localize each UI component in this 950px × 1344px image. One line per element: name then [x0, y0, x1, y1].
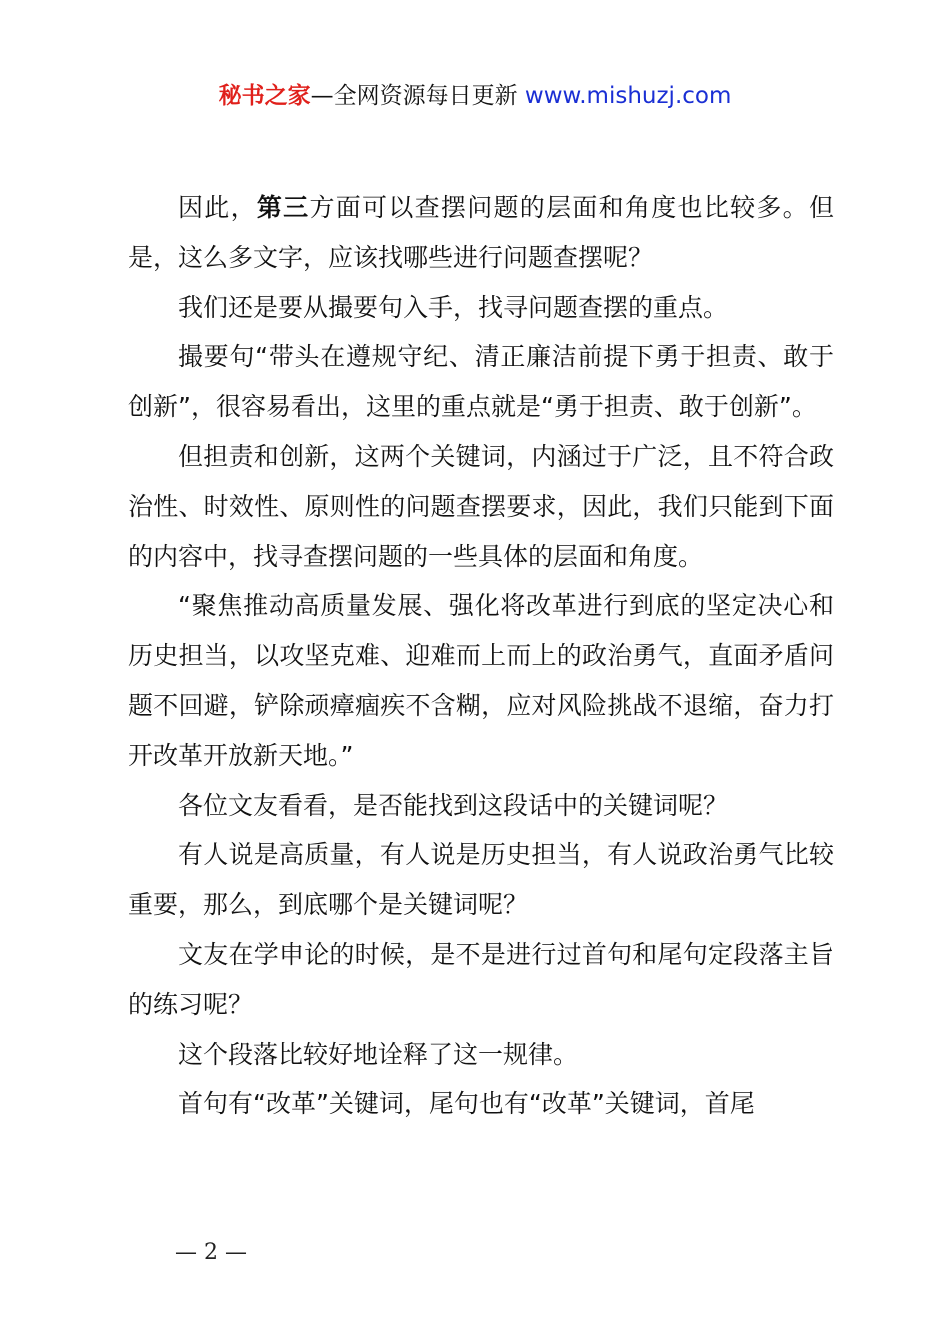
paragraph-6: 各位文友看看，是否能找到这段话中的关键词呢？	[178, 790, 729, 820]
page-header	[0, 80, 950, 112]
paragraph-5: “聚焦推动高质量发展、强化将改革进行到底的坚定决心和历史担当，以攻坚克难、迎难而上而上的政治勇气，直面矛盾问题不回避，铲除顽瘴痼疾不含糊，应对风险挑战不退缩，奋力打开改革开放新天地。”	[128, 591, 834, 770]
paragraph-4: 但担责和创新，这两个关键词，内涵过于广泛，且不符合政治性、时效性、原则性的问题查摆要求，因此，我们只能到下面的内容中，找寻查摆问题的一些具体的层面和角度。	[128, 441, 834, 571]
paragraph-8: 文友在学申论的时候，是不是进行过首句和尾句定段落主旨的练习呢？	[128, 939, 834, 1019]
document-body	[128, 183, 834, 1129]
header-brand: 秘书之家	[218, 83, 311, 109]
paragraph-1	[128, 183, 834, 283]
paragraph-2: 我们还是要从撮要句入手，找寻问题查摆的重点。	[178, 292, 729, 322]
paragraph-9: 这个段落比较好地诠释了这一规律。	[178, 1039, 579, 1069]
paragraph-1-rest: 方面可以查摆问题的层面和角度也比较多。但是，这么多文字，应该找哪些进行问题查摆呢？	[128, 193, 834, 272]
paragraph-1-lead: 因此，	[178, 193, 257, 222]
header-url-link[interactable]: www.mishuzj.com	[524, 83, 732, 109]
header-tagline: —全网资源每日更新	[310, 83, 525, 109]
paragraph-1-bold: 第三	[256, 193, 310, 222]
paragraph-7: 有人说是高质量，有人说是历史担当，有人说政治勇气比较重要，那么，到底哪个是关键词呢？	[128, 840, 834, 920]
page-number: — 2 —	[175, 1240, 247, 1265]
paragraph-10: 首句有“改革”关键词，尾句也有“改革”关键词，首尾	[178, 1089, 755, 1119]
paragraph-3: 撮要句“带头在遵规守纪、清正廉洁前提下勇于担责、敢于创新”，很容易看出，这里的重点就是“勇于担责、敢于创新”。	[128, 342, 834, 422]
